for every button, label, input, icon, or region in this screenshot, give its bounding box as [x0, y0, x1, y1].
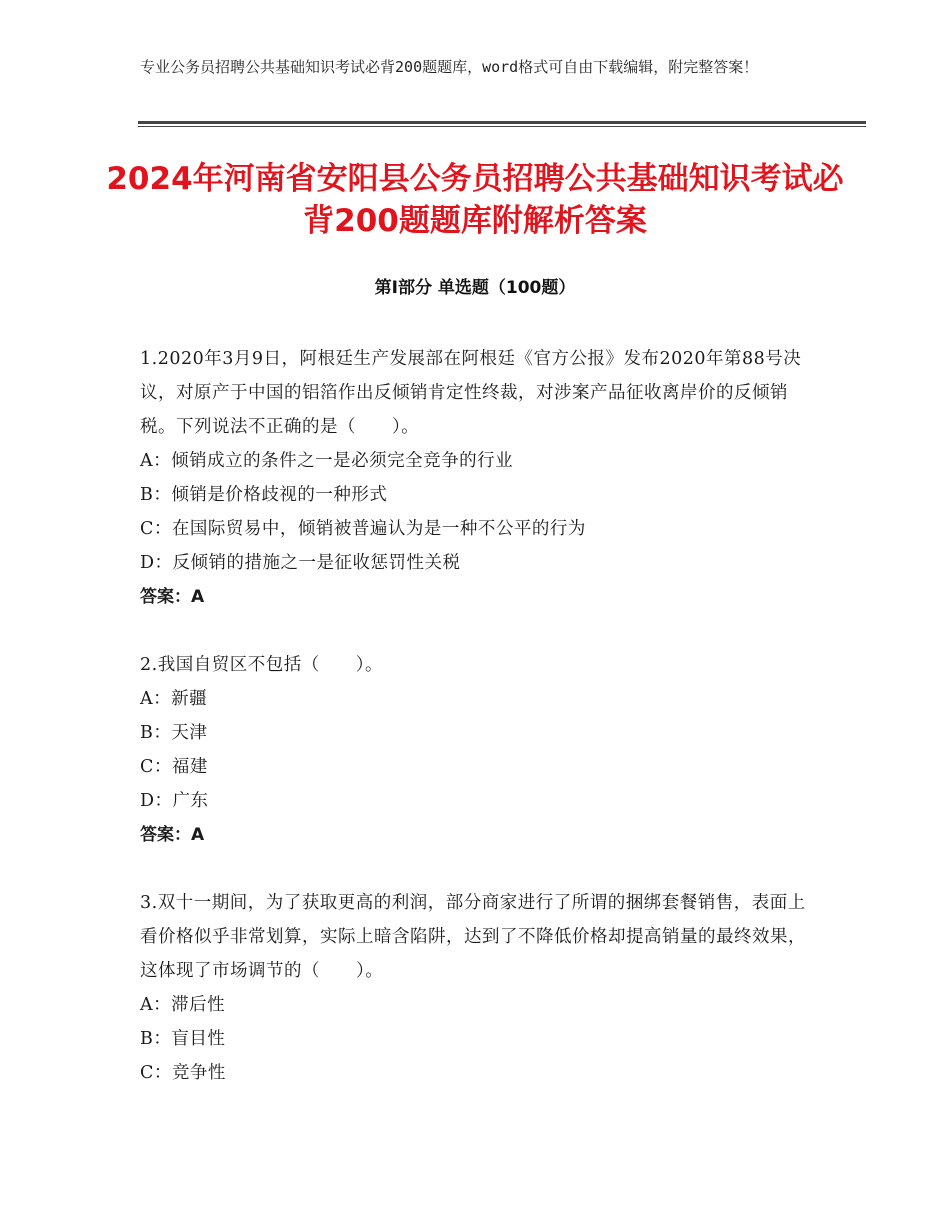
question-list [140, 342, 812, 1124]
option-b: B：倾销是价格歧视的一种形式 [140, 485, 388, 505]
section-title: 第Ⅰ部分 单选题（100题） [374, 278, 576, 298]
question-2 [140, 648, 812, 852]
document-title: 2024年河南省安阳县公务员招聘公共基础知识考试必背200题题库附解析答案 [106, 161, 844, 239]
question-1 [140, 342, 812, 614]
question-stem: 2.我国自贸区不包括（ ）。 [140, 655, 383, 675]
option-a: A：滞后性 [140, 995, 226, 1015]
header-note: 专业公务员招聘公共基础知识考试必背200题题库，word格式可自由下载编辑，附完整答案！ [140, 58, 759, 76]
header-divider-thin [138, 126, 866, 127]
question-stem: 3.双十一期间，为了获取更高的利润，部分商家进行了所谓的捆绑套餐销售，表面上看价格似乎非常划算，实际上暗含陷阱，达到了不降低价格却提高销量的最终效果，这体现了市场调节的（ ）。 [140, 893, 806, 981]
option-a: A：倾销成立的条件之一是必须完全竞争的行业 [140, 451, 514, 471]
question-3 [140, 886, 812, 1090]
option-b: B：盲目性 [140, 1029, 226, 1049]
option-c: C：福建 [140, 757, 208, 777]
question-stem: 1.2020年3月9日，阿根廷生产发展部在阿根廷《官方公报》发布2020年第88号决议，对原产于中国的铝箔作出反倾销肯定性终裁，对涉案产品征收离岸价的反倾销税。下列说法不正确的是（ ）。 [140, 349, 802, 437]
option-a: A：新疆 [140, 689, 208, 709]
option-d: D：广东 [140, 791, 209, 811]
option-c: C：在国际贸易中，倾销被普遍认为是一种不公平的行为 [140, 519, 586, 539]
option-c: C：竞争性 [140, 1063, 226, 1083]
header-divider-thick [138, 121, 866, 124]
option-d: D：反倾销的措施之一是征收惩罚性关税 [140, 553, 461, 573]
option-b: B：天津 [140, 723, 208, 743]
answer: 答案：A [140, 825, 205, 845]
answer: 答案：A [140, 587, 205, 607]
